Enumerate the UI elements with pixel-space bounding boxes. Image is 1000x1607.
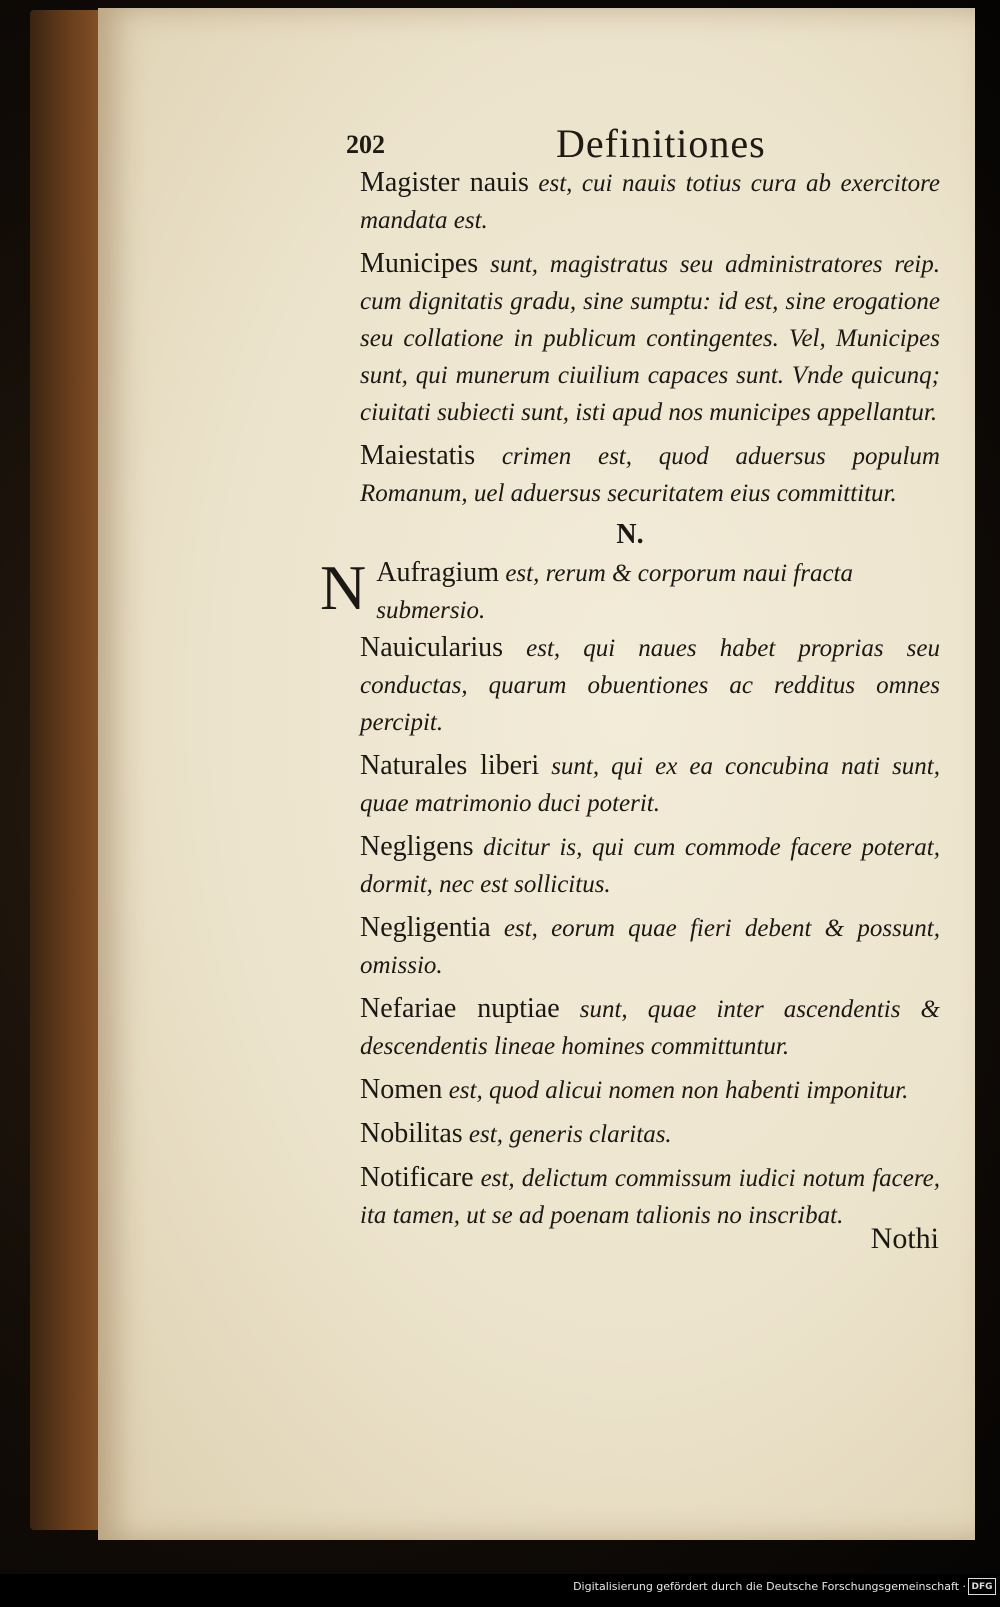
entry-term: Magister nauis <box>360 167 529 198</box>
entry-definition: est, qui naues habet proprias seu conductas, quarum obuentiones ac redditus omnes percipit. <box>360 635 940 736</box>
entry-definition: est, cui nauis totius cura ab exercitore mandata est. <box>360 170 940 234</box>
entry-magister-nauis <box>320 164 940 239</box>
entry-definition: sunt, qui ex ea concubina nati sunt, quae matrimonio duci poterit. <box>360 753 940 817</box>
entry-term: Nefariae nuptiae <box>360 993 560 1024</box>
entry-nefariae-nuptiae <box>320 990 940 1065</box>
entry-notificare <box>320 1159 940 1234</box>
entry-definition: est, eorum quae fieri debent & possunt, omissio. <box>360 915 940 979</box>
dfg-logo: DFG <box>968 1578 996 1595</box>
entry-term: Negligens <box>360 831 474 862</box>
entry-definition: dicitur is, qui cum commode facere poterat, dormit, nec est sollicitus. <box>360 834 940 898</box>
entry-term: Aufragium <box>376 557 500 588</box>
entry-definition: est, quod alicui nomen non habenti imponitur. <box>442 1077 909 1104</box>
entry-term: Municipes <box>360 248 479 279</box>
definitions-text <box>320 164 940 1240</box>
entry-municipes <box>320 245 940 431</box>
catchword: Nothi <box>870 1222 939 1255</box>
entry-term: Nauicularius <box>360 632 504 663</box>
book-page <box>98 8 975 1540</box>
page-header <box>346 120 906 170</box>
entry-term: Negligentia <box>360 912 491 943</box>
entry-definition: sunt, magistratus seu administratores reip. cum dignitatis gradu, sine sumptu: id est, sine erogatione seu collatione in publicum contingentes. Vel, Municipes sunt, qui munerum ciuilium capaces sunt. Vnde quicunq; ciuitati subiecti sunt, isti apud nos municipes appellantur. <box>360 251 940 426</box>
entry-naturales-liberi <box>320 747 940 822</box>
entry-nomen <box>320 1071 940 1109</box>
entry-term: Notificare <box>360 1162 474 1193</box>
entry-definition: est, delictum commissum iudici notum facere, ita tamen, ut se ad poenam talionis no inscribat. <box>360 1165 940 1229</box>
entry-negligens <box>320 828 940 903</box>
entry-definition: est, rerum & corporum naui fracta submersio. <box>376 560 853 624</box>
entry-term: Naturales liberi <box>360 750 540 781</box>
entry-maiestatis <box>320 437 940 512</box>
entry-term: Nomen <box>360 1074 443 1105</box>
page-number: 202 <box>346 130 385 159</box>
entry-nobilitas <box>320 1115 940 1153</box>
entry-term: Maiestatis <box>360 440 476 471</box>
running-head: Definitiones <box>556 121 766 166</box>
entry-definition: est, generis claritas. <box>462 1121 672 1148</box>
entry-definition: sunt, quae inter ascendentis & descendentis lineae homines committuntur. <box>360 996 940 1060</box>
entry-negligentia <box>320 909 940 984</box>
section-letter-heading: N. <box>616 519 644 550</box>
entry-term: Nobilitas <box>360 1118 463 1149</box>
entry-nauicularius <box>320 629 940 741</box>
entry-naufragium <box>320 554 940 629</box>
drop-cap: N <box>320 552 367 623</box>
entry-definition: crimen est, quod aduersus populum Romanum, uel aduersus securitatem eius committitur. <box>360 443 940 507</box>
digitization-credit: Digitalisierung gefördert durch die Deutsche Forschungsgemeinschaft · <box>573 1580 966 1593</box>
